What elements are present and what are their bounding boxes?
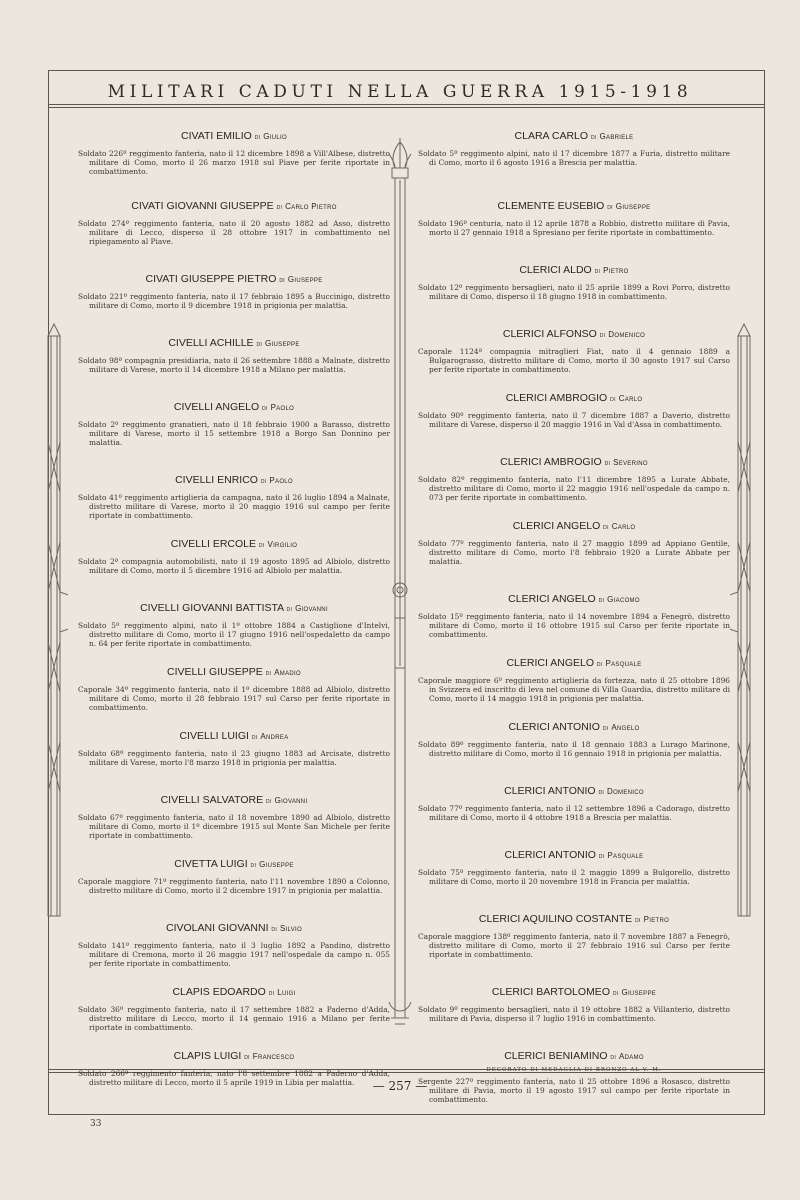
entry-name: CLERICI ANTONIO di Angelo (508, 721, 640, 733)
entry-text: Soldato 141º reggimento fanteria, nato il 3 luglio 1892 a Pandino, distretto militare di Cremona, morto il 26 maggio 1917 nell'ospedale da campo n. 055 per ferite riportate in combattimento. (78, 941, 390, 968)
entry-text: Soldato 221º reggimento fanteria, nato il 17 febbraio 1895 a Buccinigo, distretto militare di Como, morto il 9 dicembre 1918 in prigionia per malattia. (78, 292, 390, 310)
entry (418, 328, 730, 374)
entry (418, 593, 730, 639)
entry-name: CIVOLANI GIOVANNI di Silvio (166, 922, 302, 934)
entry-name: CLERICI AQUILINO COSTANTE di Pietro (478, 913, 670, 925)
entry (418, 721, 730, 758)
entry-text: Soldato 12º reggimento bersaglieri, nato il 25 aprile 1899 a Rovi Porro, distretto militare di Como, disperso il 18 giugno 1918 in combattimento. (418, 283, 730, 301)
entry (78, 986, 390, 1032)
sheet-number: 33 (90, 1119, 102, 1129)
entry (78, 401, 390, 447)
axe-blade-icon (60, 592, 68, 632)
fasces-binding-icon (738, 442, 750, 792)
entry (418, 130, 730, 167)
entry (78, 538, 390, 575)
entry-text: Soldato 89º reggimento fanteria, nato il 18 gennaio 1883 a Lurago Marinone, distretto militare di Como, morto il 16 gennaio 1918 in prigionia per malattia. (418, 740, 730, 758)
header-rule-top (48, 104, 765, 105)
entry-name: CIVELLI ERCOLE di Virgilio (170, 538, 298, 550)
entry-name: CLARA CARLO di Gabriele (514, 130, 634, 142)
entry-text: Caporale 1124ª compagnia mitraglieri Fiat, nato il 4 gennaio 1889 a Bulgarograsso, distretto militare di Como, morto il 30 agosto 1917 sul Carso per ferite riportate in combattimento. (418, 347, 730, 374)
entry (418, 520, 730, 566)
entry-name: CIVELLI GIOVANNI BATTISTA di Giovanni (140, 602, 328, 614)
spear-tip-icon (48, 324, 60, 336)
entry-text: Caporale maggiore 138º reggimento fanteria, nato il 7 novembre 1887 a Fenegrò, distretto militare di Como, morto il 27 febbraio 1916 sul Carso per ferite riportate in combattimento. (418, 932, 730, 959)
entry-name: CLERICI ALFONSO di Domenico (502, 328, 646, 340)
entry-text: Soldato 98ª compagnia presidiaria, nato il 26 settembre 1888 a Malnate, distretto militare di Varese, morto il 14 dicembre 1918 a Milano per malattia. (78, 356, 390, 374)
entry-name: CIVATI GIOVANNI GIUSEPPE di Carlo Pietro (131, 200, 337, 212)
entry (418, 392, 730, 429)
entry-name: CIVELLI ACHILLE di Giuseppe (168, 337, 300, 349)
torch-base-icon (389, 1002, 411, 1024)
entry (418, 986, 730, 1023)
entry-name: CLAPIS EDOARDO di Luigi (172, 986, 296, 998)
entry-text: Soldato 5º reggimento alpini, nato il 1º ottobre 1884 a Castiglione d'Intelvi, distretto militare di Como, morto il 17 giugno 1916 nell'ospedaletto da campo n. 64 per ferite riportate in combattimento. (78, 621, 390, 648)
decoration-note: DECORATO DI MEDAGLIA DI BRONZO AL V. M. (486, 1067, 662, 1073)
entry (78, 337, 390, 374)
entry-name: CLERICI ANTONIO di Pasquale (504, 849, 644, 861)
entry-name: CIVELLI ENRICO di Paolo (175, 474, 293, 486)
entry-text: Soldato 15º reggimento fanteria, nato il 14 novembre 1894 a Fenegrò, distretto militare di Como, morto il 16 ottobre 1915 sul Carso per ferite riportate in combattimento. (418, 612, 730, 639)
entry-name: CLERICI ANGELO di Pasquale (506, 657, 642, 669)
entry-text: Soldato 266º reggimento fanteria, nato l'8 settembre 1882 a Paderno d'Adda, distretto militare di Lecco, morto il 5 aprile 1919 in Libia per malattia. (78, 1069, 390, 1087)
entry (418, 785, 730, 822)
entry (78, 602, 390, 648)
entry-text: Caporale maggiore 6º reggimento artiglieria da fortezza, nato il 25 ottobre 1896 in Svizzera ed inscritto di leva nel comune di Villa Guardia, distretto militare di Como, morto il 14 maggio 1918 in prigionia per malattia. (418, 676, 730, 703)
entry-text: Soldato 68º reggimento fanteria, nato il 23 giugno 1883 ad Arcisate, distretto militare di Varese, morto l'8 marzo 1918 in prigionia per malattia. (78, 749, 390, 767)
entry-name: CIVETTA LUIGI di Giuseppe (174, 858, 294, 870)
entry-name: CLERICI ANGELO di Giacomo (508, 593, 640, 605)
entry-name: CIVELLI ANGELO di Paolo (173, 401, 295, 413)
entry (418, 264, 730, 301)
entry-text: Soldato 77º reggimento fanteria, nato il 12 settembre 1896 a Cadorago, distretto militare di Como, morto il 4 ottobre 1918 a Brescia per malattia. (418, 804, 730, 822)
entry (418, 200, 730, 237)
entry (418, 913, 730, 959)
entry-name: CLEMENTE EUSEBIO di Giuseppe (497, 200, 651, 212)
entry-name: CIVATI EMILIO di Giulio (181, 130, 287, 142)
entry-text: Soldato 75º reggimento fanteria, nato il 2 maggio 1899 a Bulgorello, distretto militare di Como, morto il 20 novembre 1918 in Francia per malattia. (418, 868, 730, 886)
entry-name: CLERICI AMBROGIO di Carlo (505, 392, 643, 404)
left-column (78, 130, 390, 1087)
entry (418, 849, 730, 886)
entry-text: Soldato 226º reggimento fanteria, nato il 12 dicembre 1898 a Vill'Albese, distretto militare di Como, morto il 26 marzo 1918 sul Piave per ferite riportate in combattimento. (78, 149, 390, 176)
entry (78, 730, 390, 767)
entry-text: Soldato 274º reggimento fanteria, nato il 20 agosto 1882 ad Asso, distretto militare di Lecco, disperso il 28 ottobre 1917 in combattimento nel ripiegamento al Piave. (78, 219, 390, 246)
entry-name: CLERICI AMBROGIO di Severino (500, 456, 648, 468)
axe-blade-icon (730, 592, 738, 632)
entry-text: Caporale 34º reggimento fanteria, nato il 1º dicembre 1888 ad Albiolo, distretto militare di Como, morto il 28 febbraio 1917 sul Carso per ferite riportate in combattimento. (78, 685, 390, 712)
entry-text: Soldato 196ª centuria, nato il 12 aprile 1878 a Robbio, distretto militare di Pavia, morto il 27 gennaio 1918 a Spresiano per ferite riportate in combattimento. (418, 219, 730, 237)
page-title: MILITARI CADUTI NELLA GUERRA 1915-1918 (107, 82, 693, 102)
entry-name: CLERICI BENIAMINO di Adamo (504, 1050, 644, 1062)
entry (78, 794, 390, 840)
entry-text: Caporale maggiore 71º reggimento fanteria, nato l'11 novembre 1890 a Colonno, distretto militare di Como, morto il 2 dicembre 1917 in prigionia per malattia. (78, 877, 390, 895)
page-number: — 257 — (372, 1079, 428, 1093)
torch-flame-icon (389, 138, 411, 168)
entry (78, 858, 390, 895)
header-rule-bottom (48, 107, 765, 108)
entry (78, 474, 390, 520)
entry-name: CIVATI GIUSEPPE PIETRO di Giuseppe (145, 273, 323, 285)
entry-name: CLERICI ALDO di Pietro (519, 264, 629, 276)
entry (78, 922, 390, 968)
spear-tip-icon (738, 324, 750, 336)
entry-text: Soldato 5º reggimento alpini, nato il 17 dicembre 1877 a Furia, distretto militare di Como, morto il 6 agosto 1916 a Brescia per malattia. (418, 149, 730, 167)
entry-text: Soldato 67º reggimento fanteria, nato il 18 novembre 1890 ad Albiolo, distretto militare di Como, morto il 1º dicembre 1915 sul Monte San Michele per ferite riportate in combattimento. (78, 813, 390, 840)
entry (78, 130, 390, 176)
entry-name: CIVELLI LUIGI di Andrea (179, 730, 289, 742)
fasces-binding-icon (48, 442, 60, 792)
entry-text: Sergente 227º reggimento fanteria, nato il 25 ottobre 1896 a Rosasco, distretto militare di Pavia, morto il 19 agosto 1917 sul campo per ferite riportate in combattimento. (418, 1077, 730, 1104)
entry-name: CLERICI ANGELO di Carlo (512, 520, 636, 532)
entry-name: CIVELLI GIUSEPPE di Amadio (167, 666, 301, 678)
entry-name: CIVELLI SALVATORE di Giovanni (160, 794, 308, 806)
entry-name: CLAPIS LUIGI di Francesco (173, 1050, 295, 1062)
entry-text: Soldato 2º reggimento granatieri, nato il 18 febbraio 1900 a Barasso, distretto militare di Varese, morto il 15 settembre 1918 a Borgo San Donnino per malattia. (78, 420, 390, 447)
entry (78, 273, 390, 310)
entry (78, 666, 390, 712)
entry (418, 1050, 730, 1104)
entry (78, 200, 390, 246)
entry-name: CLERICI BARTOLOMEO di Giuseppe (491, 986, 657, 998)
left-fasces-ornament (40, 322, 68, 932)
right-column (418, 130, 730, 1104)
entry-text: Soldato 90º reggimento fanteria, nato il 7 dicembre 1887 a Daverio, distretto militare di Varese, disperso il 20 maggio 1916 in Val d'Assa in combattimento. (418, 411, 730, 429)
entry (418, 456, 730, 502)
entry-text: Soldato 2ª compagnia automobilisti, nato il 19 agosto 1895 ad Albiolo, distretto militare di Como, morto il 5 dicembre 1916 ad Albiolo per malattia. (78, 557, 390, 575)
entry-text: Soldato 77º reggimento fanteria, nato il 27 maggio 1899 ad Appiano Gentile, distretto militare di Como, morto l'8 febbraio 1920 a Lurate Abbate per malattia. (418, 539, 730, 566)
entry (418, 657, 730, 703)
entry-text: Soldato 36º reggimento fanteria, nato il 17 settembre 1882 a Paderno d'Adda, distretto militare di Lecco, morto il 14 gennaio 1916 a Milano per ferite riportate in combattimento. (78, 1005, 390, 1032)
entry-text: Soldato 82º reggimento fanteria, nato l'11 dicembre 1895 a Lurate Abbate, distretto militare di Como, morto il 22 maggio 1916 nell'ospedale da campo n. 073 per ferite riportate in combattimento. (418, 475, 730, 502)
right-fasces-ornament (730, 322, 758, 932)
entry-text: Soldato 9º reggimento bersaglieri, nato il 19 ottobre 1882 a Villanterio, distretto militare di Pavia, disperso il 7 luglio 1916 in combattimento. (418, 1005, 730, 1023)
entry-name: CLERICI ANTONIO di Domenico (504, 785, 644, 797)
entry-text: Soldato 41º reggimento artiglieria da campagna, nato il 26 luglio 1894 a Malnate, distretto militare di Varese, morto il 20 maggio 1916 sul campo per ferite riportate in combattimento. (78, 493, 390, 520)
